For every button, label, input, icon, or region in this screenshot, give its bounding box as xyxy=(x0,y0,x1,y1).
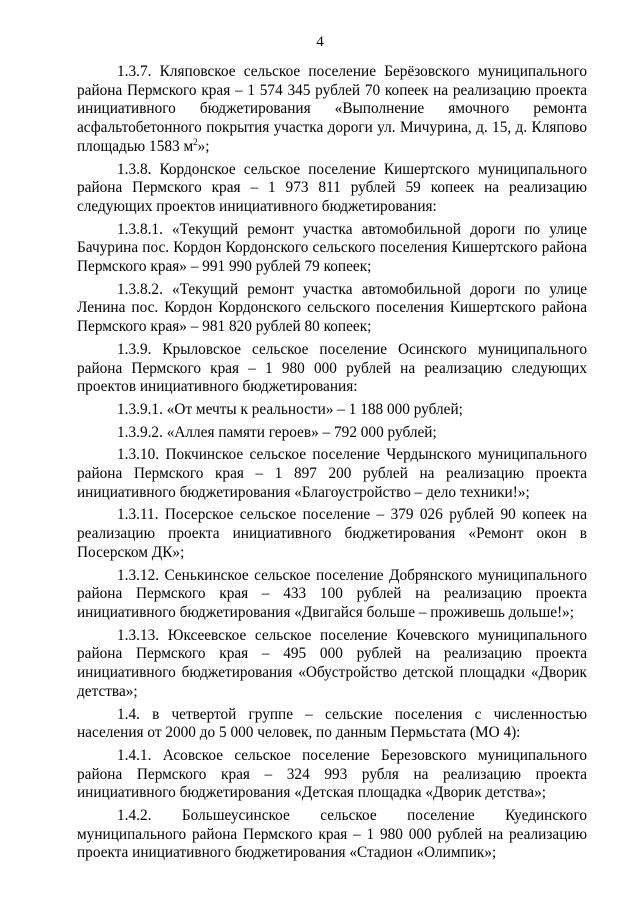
paragraph-1-3-9: 1.3.9. Крыловское сельское поселение Осинского муниципального района Пермского края – 1 980 000 рублей на реализацию следующих проектов инициативного бюджетирования: xyxy=(77,340,587,396)
paragraph-1-3-7 xyxy=(77,63,587,157)
paragraph-1-3-10: 1.3.10. Покчинское сельское поселение Чердынского муниципального района Пермского края – 1 897 200 рублей на реализацию проекта инициативного бюджетирования «Благоустройство – дело техники!»; xyxy=(77,446,587,501)
paragraph-text: 1.3.7. Кляповское сельское поселение Берёзовского муниципального района Пермского края – 1 574 345 рублей 70 копеек на реализацию проекта инициативного бюджетирования «Выполнение ямочного ремонта асфальтобетонного покрытия участка дороги ул. Мичурина, д. 15, д. Кляпово площадью 1583 м xyxy=(77,63,587,155)
paragraph-1-3-8-1: 1.3.8.1. «Текущий ремонт участка автомобильной дороги по улице Бачурина пос. Кордон Кордонского сельского поселения Кишертского района Пермского края» – 991 990 рублей 79 копеек; xyxy=(77,220,587,276)
paragraph-1-3-8: 1.3.8. Кордонское сельское поселение Кишертского муниципального района Пермского края – 1 973 811 рублей 59 копеек на реализацию следующих проектов инициативного бюджетирования: xyxy=(77,160,587,215)
paragraph-1-3-11: 1.3.11. Посерское сельское поселение – 379 026 рублей 90 копеек на реализацию проекта инициативного бюджетирования «Ремонт окон в Посерском ДК»; xyxy=(77,506,587,561)
paragraph-1-4-2: 1.4.2. Большеусинское сельское поселение Куединского муниципального района Пермского края – 1 980 000 рублей на реализацию проекта инициативного бюджетирования «Стадион «Олимпик»; xyxy=(77,807,587,862)
paragraph-tail: »; xyxy=(197,137,210,155)
paragraph-1-3-8-2: 1.3.8.2. «Текущий ремонт участка автомобильной дороги по улице Ленина пос. Кордон Кордонского сельского поселения Кишертского района Пермского края» – 981 820 рублей 80 копеек; xyxy=(77,280,587,336)
paragraph-1-3-12: 1.3.12. Сенькинское сельское поселение Добрянского муниципального района Пермского края – 433 100 рублей на реализацию проекта инициативного бюджетирования «Двигайся больше – проживешь дольше!»; xyxy=(77,566,587,621)
superscript: 2 xyxy=(193,136,198,147)
page-number: 4 xyxy=(316,34,324,50)
paragraph-1-4: 1.4. в четвертой группе – сельские поселения с численностью населения от 2000 до 5 000 человек, по данным Пермьстата (МО 4): xyxy=(77,705,587,742)
paragraph-1-4-1: 1.4.1. Асовское сельское поселение Березовского муниципального района Пермского края – 324 993 рубля на реализацию проекта инициативного бюджетирования «Детская площадка «Дворик детства»; xyxy=(77,746,587,802)
paragraph-1-3-9-1: 1.3.9.1. «От мечты к реальности» – 1 188 000 рублей; xyxy=(117,400,463,418)
document-body xyxy=(77,63,587,867)
paragraph-1-3-13: 1.3.13. Юксеевское сельское поселение Кочевского муниципального района Пермского края – 495 000 рублей на реализацию проекта инициативного бюджетирования «Обустройство детской площадки «Дворик детства»; xyxy=(77,626,587,700)
paragraph-1-3-9-2: 1.3.9.2. «Аллея памяти героев» – 792 000 рублей; xyxy=(117,423,437,441)
